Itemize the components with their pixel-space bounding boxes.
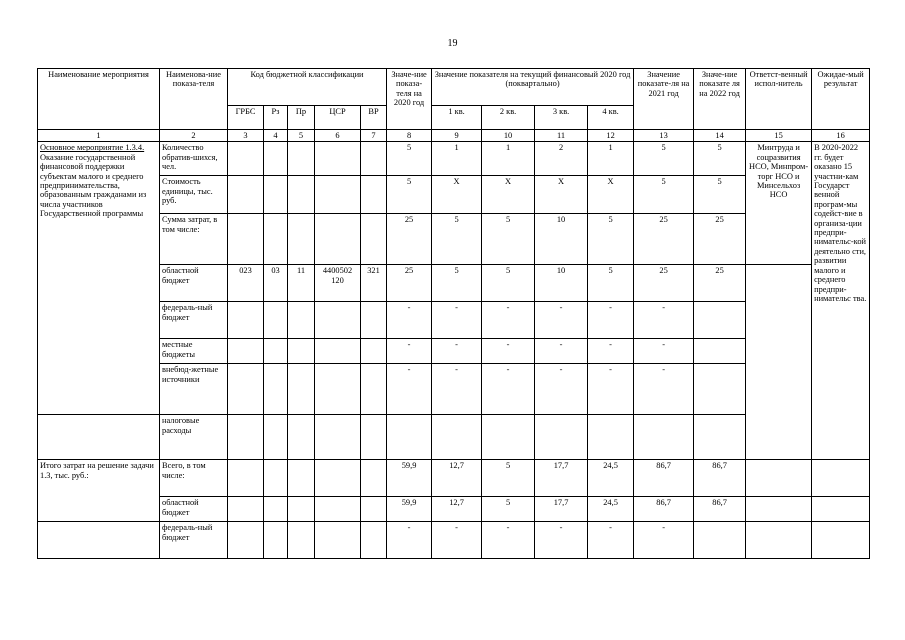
event-description: Оказание государственной финансовой поддержки субъектам малого и среднего предпринимательства, образованным гражданами из числа участников Государственной программы [40,152,147,219]
csr-cell [315,214,361,265]
q4-cell: 5 [588,214,634,265]
value-2020-cell: 25 [387,214,432,265]
indicator-name: областной бюджет [160,497,228,522]
table-row [38,214,870,265]
pr-cell [288,302,315,339]
value-2021-cell: - [634,364,694,415]
rz-cell [264,176,288,214]
header-responsible: Ответст-венный испол-нитель [746,69,812,130]
q4-cell: 5 [588,265,634,302]
value-2022-cell: 25 [694,214,746,265]
q1-cell: 1 [432,142,482,176]
value-2021-cell: 5 [634,176,694,214]
value-2020-cell: 59,9 [387,497,432,522]
col-number: 6 [315,130,361,142]
pr-cell [288,142,315,176]
rz-cell [264,497,288,522]
value-2021-cell [634,415,694,460]
col-number: 2 [160,130,228,142]
rz-cell: 03 [264,265,288,302]
q2-cell: - [482,364,535,415]
col-number: 7 [361,130,387,142]
csr-cell: 4400502 120 [315,265,361,302]
event-empty-cell [38,415,160,460]
q1-cell [432,415,482,460]
col-number: 14 [694,130,746,142]
csr-cell [315,497,361,522]
csr-cell [315,415,361,460]
indicator-name: внебюд-жетные источники [160,364,228,415]
indicator-name: федераль-ный бюджет [160,522,228,559]
grbs-cell [228,497,264,522]
rz-cell [264,339,288,364]
rz-cell [264,214,288,265]
col-number: 1 [38,130,160,142]
value-2021-cell: 86,7 [634,460,694,497]
q4-cell: - [588,522,634,559]
responsible-empty [746,522,812,559]
col-number: 10 [482,130,535,142]
value-2021-cell: 25 [634,214,694,265]
table-row [38,176,870,214]
q4-cell: - [588,302,634,339]
pr-cell [288,176,315,214]
rz-cell [264,364,288,415]
pr-cell [288,339,315,364]
q4-cell: - [588,364,634,415]
q3-cell: 17,7 [535,497,588,522]
header-current-value: Значение показателя на текущий финансовый 2020 год (поквартально) [432,69,634,106]
value-2022-cell [694,302,746,339]
grbs-cell [228,339,264,364]
responsible-empty [746,265,812,460]
vr-cell [361,214,387,265]
header-q4: 4 кв. [588,106,634,130]
grbs-cell [228,522,264,559]
q4-cell [588,415,634,460]
grbs-cell [228,214,264,265]
csr-cell [315,460,361,497]
q2-cell: - [482,339,535,364]
q2-cell: 5 [482,460,535,497]
q3-cell [535,415,588,460]
vr-cell [361,176,387,214]
indicator-name: федераль-ный бюджет [160,302,228,339]
header-rz: Рз [264,106,288,130]
grbs-cell [228,142,264,176]
header-event-name: Наименование мероприятия [38,69,160,130]
rz-cell [264,302,288,339]
q4-cell: 24,5 [588,497,634,522]
col-number: 9 [432,130,482,142]
rz-cell [264,415,288,460]
table-row [38,302,870,339]
table-row [38,364,870,415]
expected-result-cell: В 2020-2022 гг. будет оказано 15 участни-кам Государст венной програм-мы содейст-вие в организа-ции предпри-нимательс-кой деятельно сти, развитии малого и среднего предпри-нимательс тва. [812,142,870,460]
q4-cell: Х [588,176,634,214]
col-number: 3 [228,130,264,142]
column-numbers-row [38,130,870,142]
value-2020-cell: - [387,522,432,559]
header-expected-result: Ожидае-мый результат [812,69,870,130]
budget-table [37,68,870,559]
expected-empty [812,522,870,559]
q3-cell: 2 [535,142,588,176]
value-2020-cell: 25 [387,265,432,302]
q1-cell: 12,7 [432,460,482,497]
q2-cell: - [482,522,535,559]
event-code: Основное мероприятие 1.3.4. [40,143,145,153]
header-budget-code: Код бюджетной классификации [228,69,387,106]
indicator-name: Сумма затрат, в том числе: [160,214,228,265]
value-2022-cell [694,339,746,364]
col-number: 16 [812,130,870,142]
col-number: 8 [387,130,432,142]
pr-cell [288,415,315,460]
col-number: 4 [264,130,288,142]
vr-cell [361,364,387,415]
q3-cell: - [535,364,588,415]
q3-cell: 10 [535,265,588,302]
vr-cell [361,460,387,497]
grbs-cell [228,460,264,497]
q1-cell: - [432,522,482,559]
pr-cell [288,214,315,265]
indicator-name: Стоимость единицы, тыс. руб. [160,176,228,214]
pr-cell [288,460,315,497]
value-2022-cell [694,364,746,415]
event-cell [38,142,160,415]
grbs-cell [228,415,264,460]
csr-cell [315,339,361,364]
total-row [38,460,870,497]
col-number: 13 [634,130,694,142]
pr-cell [288,497,315,522]
responsible-cell: Минтруда и соцразвития НСО, Минпром-торг НСО и Минсельхоз НСО [746,142,812,265]
value-2021-cell: 86,7 [634,497,694,522]
table-row [38,415,870,460]
q1-cell: - [432,339,482,364]
indicator-name: налоговые расходы [160,415,228,460]
total-row [38,497,870,522]
vr-cell [361,142,387,176]
pr-cell [288,522,315,559]
vr-cell [361,522,387,559]
header-q1: 1 кв. [432,106,482,130]
value-2021-cell: - [634,522,694,559]
col-number: 5 [288,130,315,142]
value-2020-cell: 5 [387,142,432,176]
rz-cell [264,460,288,497]
table-row [38,265,870,302]
q4-cell: 24,5 [588,460,634,497]
value-2022-cell: 5 [694,142,746,176]
grbs-cell [228,302,264,339]
value-2021-cell: 5 [634,142,694,176]
q1-cell: 5 [432,265,482,302]
header-q2: 2 кв. [482,106,535,130]
col-number: 15 [746,130,812,142]
rz-cell [264,142,288,176]
value-2022-cell: 86,7 [694,460,746,497]
csr-cell [315,142,361,176]
vr-cell [361,497,387,522]
header-indicator-name: Наименова-ние показа-теля [160,69,228,130]
value-2020-cell: - [387,339,432,364]
q3-cell: - [535,339,588,364]
q3-cell: 10 [535,214,588,265]
csr-cell [315,176,361,214]
indicator-name: Всего, в том числе: [160,460,228,497]
q3-cell: Х [535,176,588,214]
total-row [38,522,870,559]
value-2021-cell: - [634,302,694,339]
q2-cell: 1 [482,142,535,176]
header-grbs: ГРБС [228,106,264,130]
q2-cell: 5 [482,214,535,265]
value-2021-cell: 25 [634,265,694,302]
page-number: 19 [447,38,458,49]
responsible-empty [746,497,812,522]
col-number: 11 [535,130,588,142]
q2-cell: 5 [482,265,535,302]
indicator-name: Количество обратив-шихся, чел. [160,142,228,176]
pr-cell [288,364,315,415]
q4-cell: - [588,339,634,364]
value-2020-cell: 59,9 [387,460,432,497]
value-2020-cell: - [387,302,432,339]
value-2020-cell [387,415,432,460]
value-2022-cell: 25 [694,265,746,302]
vr-cell [361,415,387,460]
header-value-2020: Значе-ние показа-теля на 2020 год [387,69,432,130]
q2-cell: - [482,302,535,339]
header-vr: ВР [361,106,387,130]
header-csr: ЦСР [315,106,361,130]
vr-cell [361,339,387,364]
q1-cell: 5 [432,214,482,265]
grbs-cell [228,176,264,214]
q3-cell: - [535,522,588,559]
q1-cell: Х [432,176,482,214]
col-number: 12 [588,130,634,142]
vr-cell: 321 [361,265,387,302]
q2-cell [482,415,535,460]
value-2020-cell: - [387,364,432,415]
grbs-cell [228,364,264,415]
value-2021-cell: - [634,339,694,364]
value-2022-cell: 86,7 [694,497,746,522]
q4-cell: 1 [588,142,634,176]
value-2022-cell [694,415,746,460]
header-q3: 3 кв. [535,106,588,130]
header-value-2022: Значе-ние показате ля на 2022 год [694,69,746,130]
csr-cell [315,522,361,559]
csr-cell [315,302,361,339]
value-2020-cell: 5 [387,176,432,214]
q2-cell: Х [482,176,535,214]
header-pr: Пр [288,106,315,130]
csr-cell [315,364,361,415]
vr-cell [361,302,387,339]
rz-cell [264,522,288,559]
q3-cell: 17,7 [535,460,588,497]
table-row [38,339,870,364]
indicator-name: областной бюджет [160,265,228,302]
grbs-cell: 023 [228,265,264,302]
q1-cell: - [432,302,482,339]
responsible-empty [746,460,812,497]
table-row [38,142,870,176]
q1-cell: 12,7 [432,497,482,522]
total-label: Итого затрат на решение задачи 1.3, тыс. руб.: [38,460,160,522]
q3-cell: - [535,302,588,339]
expected-empty [812,460,870,497]
total-empty-label [38,522,160,559]
header-value-2021: Значение показате-ля на 2021 год [634,69,694,130]
value-2022-cell: 5 [694,176,746,214]
q1-cell: - [432,364,482,415]
value-2022-cell [694,522,746,559]
indicator-name: местные бюджеты [160,339,228,364]
pr-cell: 11 [288,265,315,302]
expected-empty [812,497,870,522]
q2-cell: 5 [482,497,535,522]
